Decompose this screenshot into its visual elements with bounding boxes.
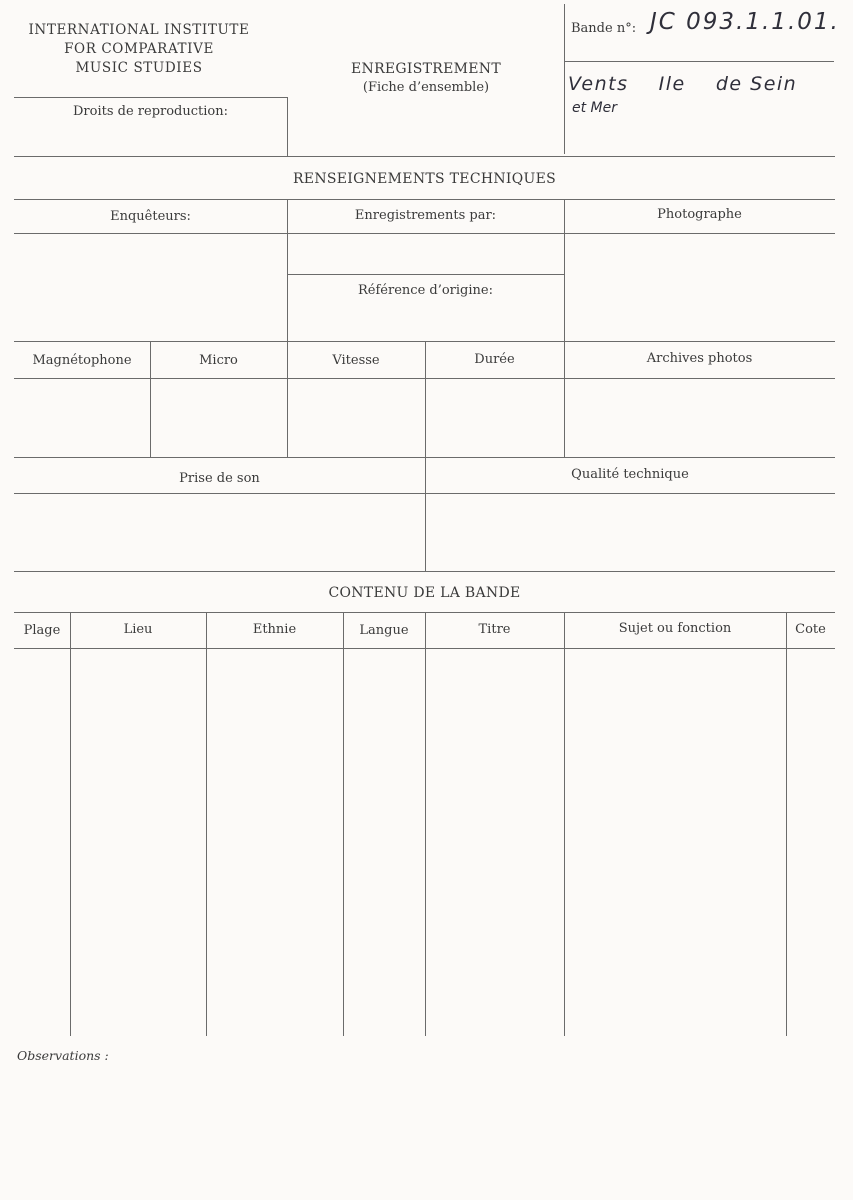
qualite-technique-label: Qualité technique bbox=[571, 467, 689, 482]
vertical-rule bbox=[564, 4, 565, 154]
droits-label: Droits de reproduction: bbox=[72, 104, 228, 119]
horizontal-rule bbox=[14, 457, 835, 458]
prise-de-son-label: Prise de son bbox=[179, 471, 260, 486]
bande-number[interactable]: JC 093.1.1.01. bbox=[650, 9, 840, 35]
vertical-rule bbox=[287, 97, 288, 157]
form-title: ENREGISTREMENT bbox=[351, 61, 501, 77]
column-header: Sujet ou fonction bbox=[618, 621, 732, 636]
horizontal-rule bbox=[14, 233, 835, 234]
observations-label: Observations : bbox=[17, 1048, 109, 1063]
column-header: Ethnie bbox=[252, 622, 297, 637]
column-header: Titre bbox=[478, 622, 511, 637]
tech-heading: RENSEIGNEMENTS TECHNIQUES bbox=[292, 171, 557, 187]
column-header: Cote bbox=[795, 622, 826, 637]
vertical-rule bbox=[70, 612, 71, 1036]
vertical-rule bbox=[564, 612, 565, 1036]
vertical-rule bbox=[425, 612, 426, 1036]
column-header: Plage bbox=[23, 623, 61, 638]
column-header: Lieu bbox=[123, 622, 153, 637]
vertical-rule bbox=[786, 612, 787, 1036]
horizontal-rule bbox=[14, 378, 835, 379]
handwritten-title-line-2[interactable]: et Mer bbox=[572, 100, 618, 116]
horizontal-rule bbox=[564, 61, 834, 62]
vertical-rule bbox=[425, 341, 426, 571]
bande-label: Bande n°: bbox=[571, 21, 637, 36]
vertical-rule bbox=[206, 612, 207, 1036]
enregistrements-label: Enregistrements par: bbox=[354, 208, 497, 223]
institute-line-2: FOR COMPARATIVE bbox=[64, 41, 214, 57]
enqueteurs-label: Enquêteurs: bbox=[110, 209, 191, 224]
magnetophone-label: Magnétophone bbox=[32, 353, 132, 368]
institute-line-1: INTERNATIONAL INSTITUTE bbox=[28, 22, 250, 38]
horizontal-rule bbox=[14, 199, 835, 200]
institute-name bbox=[14, 21, 264, 78]
vertical-rule bbox=[343, 612, 344, 1036]
horizontal-rule bbox=[14, 156, 835, 157]
archives-label: Archives photos bbox=[646, 351, 753, 366]
horizontal-rule bbox=[14, 571, 835, 572]
form-subtitle: (Fiche d’ensemble) bbox=[362, 80, 490, 95]
micro-label: Micro bbox=[199, 353, 238, 368]
horizontal-rule bbox=[287, 274, 564, 275]
duree-label: Durée bbox=[474, 352, 515, 367]
handwritten-title-line-1[interactable]: Vents Ile de Sein bbox=[568, 73, 798, 95]
reference-label: Référence d’origine: bbox=[358, 283, 493, 298]
column-header: Langue bbox=[359, 623, 409, 638]
institute-line-3: MUSIC STUDIES bbox=[75, 60, 203, 76]
vitesse-label: Vitesse bbox=[332, 353, 380, 368]
horizontal-rule bbox=[14, 97, 287, 98]
horizontal-rule bbox=[14, 493, 835, 494]
photographe-label: Photographe bbox=[657, 207, 742, 222]
contenu-heading: CONTENU DE LA BANDE bbox=[328, 585, 521, 601]
